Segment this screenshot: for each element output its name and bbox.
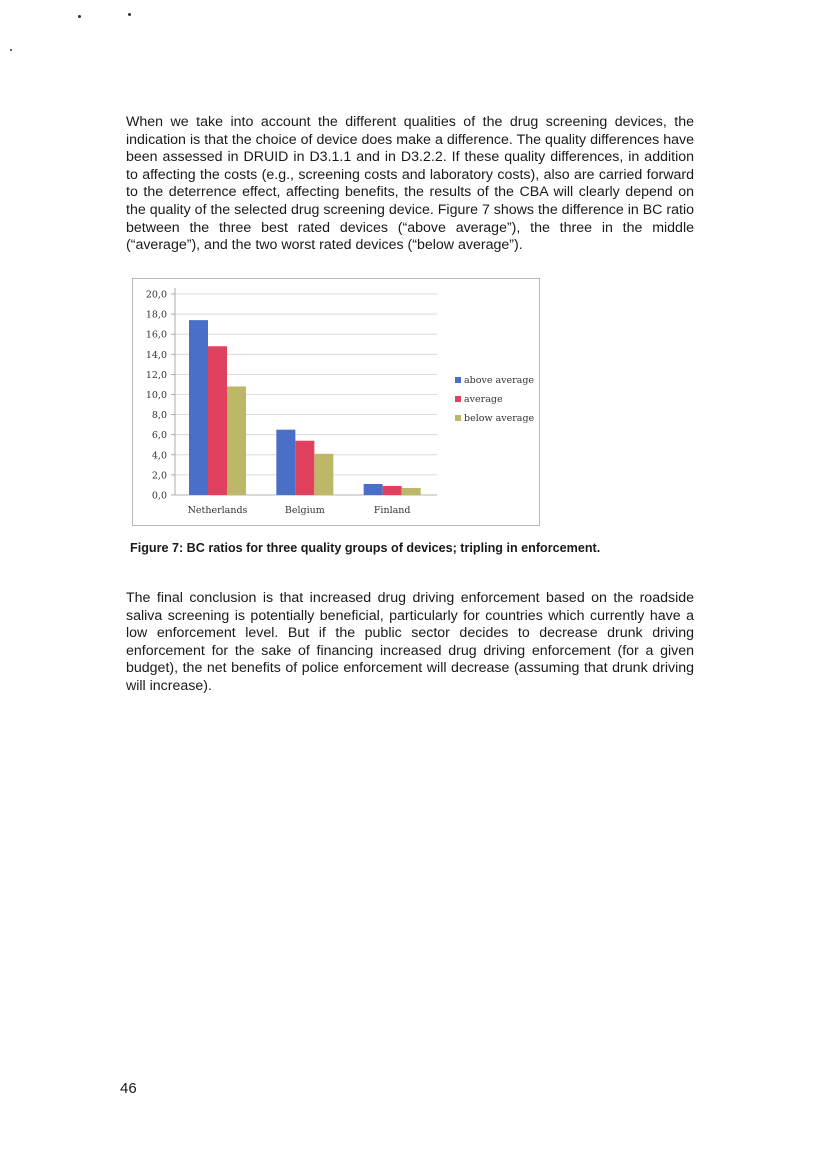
bar-netherlands-above-average — [189, 320, 208, 495]
bar-netherlands-below-average — [227, 386, 246, 495]
y-tick-label: 12,0 — [145, 369, 167, 381]
x-tick-label: Netherlands — [187, 505, 248, 516]
legend-swatch — [455, 377, 461, 383]
bar-netherlands-average — [208, 346, 227, 495]
chart-canvas — [133, 279, 539, 525]
scan-speck — [128, 13, 131, 16]
conclusion-paragraph: The final conclusion is that increased drug driving enforcement based on the roadside saliva screening is potentially beneficial, particularly for countries which currently have a low enforcement level. But if the public sector decides to decrease drunk driving enforcement for the sake of financing increased drug driving enforcement (for a given budget), the net benefits of police enforcement will decrease (assuming that drunk driving will increase). — [126, 590, 694, 694]
legend-label: below average — [464, 413, 535, 424]
bar-belgium-average — [295, 441, 314, 495]
y-tick-label: 14,0 — [145, 349, 167, 361]
bar-belgium-below-average — [314, 454, 333, 495]
body-paragraph: When we take into account the different qualities of the drug screening devices, the indication is that the choice of device does make a difference. The quality differences have been assessed in DRUID in D3.1.1 and in D3.2.2. If these quality differences, in addition to affecting the costs (e.g., screening costs and laboratory costs), also are carried forward to the deterrence effect, affecting benefits, the results of the CBA will clearly depend on the quality of the selected drug screening device. Figure 7 shows the difference in BC ratio between the three best rated devices (“above average”), the three in the middle (“average”), and the two worst rated devices (“below average”). — [126, 114, 694, 254]
bar-finland-below-average — [402, 488, 421, 495]
y-tick-label: 16,0 — [145, 329, 167, 341]
y-tick-label: 4,0 — [151, 450, 167, 462]
page-number: 46 — [120, 1080, 137, 1097]
figure-caption: Figure 7: BC ratios for three quality groups of devices; tripling in enforcement. — [130, 541, 601, 555]
legend-swatch — [455, 415, 461, 421]
y-tick-label: 8,0 — [151, 410, 167, 422]
bar-belgium-above-average — [276, 430, 295, 495]
bar-finland-above-average — [364, 484, 383, 495]
scan-speck — [10, 49, 12, 51]
bar-finland-average — [383, 486, 402, 495]
bc-ratio-chart — [132, 278, 540, 526]
legend-label: average — [464, 394, 503, 405]
y-tick-label: 18,0 — [145, 309, 167, 321]
y-tick-label: 6,0 — [151, 430, 167, 442]
y-tick-label: 20,0 — [145, 289, 167, 301]
x-tick-label: Finland — [373, 505, 411, 516]
y-tick-label: 10,0 — [145, 390, 167, 401]
scan-speck — [78, 15, 81, 18]
legend-label: above average — [464, 375, 535, 386]
y-tick-label: 2,0 — [151, 470, 167, 482]
x-tick-label: Belgium — [284, 505, 325, 516]
y-tick-label: 0,0 — [151, 490, 167, 502]
legend-swatch — [455, 396, 461, 402]
